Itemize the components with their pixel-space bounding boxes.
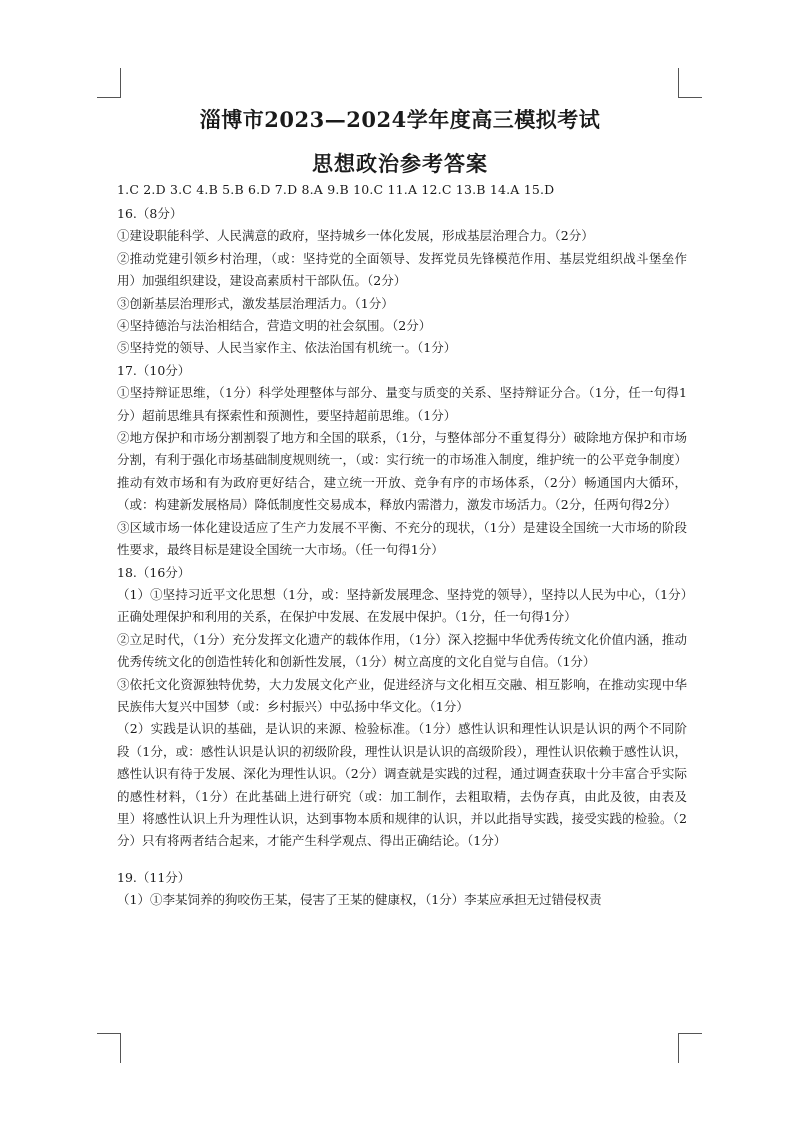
document-subtitle: 思想政治参考答案 xyxy=(312,151,488,176)
q18-part1-point-2: ②立足时代，（1分）充分发挥文化遗产的载体作用，（1分）深入挖掘中华优秀传统文化价值内涵，推动优秀传统文化的创造性转化和创新性发展，（1分）树立高度的文化自觉与自信。（1分） xyxy=(117,631,687,670)
q16-point-1: ①建设职能科学、人民满意的政府，坚持城乡一体化发展，形成基层治理合力。（2分） xyxy=(117,228,594,244)
q16-point-5: ⑤坚持党的领导、人民当家作主、依法治国有机统一。（1分） xyxy=(117,340,457,356)
crop-mark-top-right-horizontal xyxy=(678,97,702,98)
crop-mark-bottom-right-vertical xyxy=(678,1033,679,1063)
q17-header: 17.（10分） xyxy=(117,362,191,378)
q16-point-2: ②推动党建引领乡村治理，（或：坚持党的全面领导、发挥党员先锋模范作用、基层党组织战斗堡垒作用）加强组织建设，建设高素质村干部队伍。（2分） xyxy=(117,250,687,289)
q18-part1-point-3: ③依托文化资源独特优势，大力发展文化产业，促进经济与文化相互交融、相互影响，在推动实现中华民族伟大复兴中国梦（或：乡村振兴）中弘扬中华文化。（1分） xyxy=(117,676,687,714)
q19-part1-point-1: （1）①李某饲养的狗咬伤王某，侵害了王某的健康权，（1分）李某应承担无过错侵权责 xyxy=(117,892,602,908)
choice-answers: 1.C 2.D 3.C 4.B 5.B 6.D 7.D 8.A 9.B 10.C 11.A 12.C 13.B 14.A 15.D xyxy=(117,182,555,197)
crop-mark-bottom-right-horizontal xyxy=(678,1033,702,1034)
document-title: 淄博市2023—2024学年度高三模拟考试 xyxy=(199,107,601,132)
q16-header: 16.（8分） xyxy=(117,206,183,221)
q16-point-3: ③创新基层治理形式，激发基层治理活力。（1分） xyxy=(117,295,394,311)
q17-point-2: ②地方保护和市场分割割裂了地方和全国的联系，（1分，与整体部分不重复得分）破除地方保护和市场分割，有利于强化市场基础制度规则统一，（或：实行统一的市场准入制度，维护统一的公平竞争制度）推动有效市场和有为政府更好结合，建立统一开放、竞争有序的市场体系，（2分）畅通国内大循环，（或：构建新发展格局）降低制度性交易成本，释放内需潜力，激发市场活力。（2分，任两句得2分） xyxy=(117,430,687,513)
q19-header: 19.（11分） xyxy=(117,869,191,885)
crop-mark-bottom-left-horizontal xyxy=(97,1033,121,1034)
crop-mark-top-right-vertical xyxy=(678,68,679,98)
q18-part1-point-1: （1）①坚持习近平文化思想（1分，或：坚持新发展理念、坚持党的领导），坚持以人民为中心，（1分）正确处理保护和利用的关系，在保护中发展、在发展中保护。（1分，任一句得1分） xyxy=(117,586,687,625)
q17-point-1: ①坚持辩证思维，（1分）科学处理整体与部分、量变与质变的关系、坚持辩证分合。（1分，任一句得1分）超前思维具有探索性和预测性，要坚持超前思维。（1分） xyxy=(117,385,687,423)
crop-mark-top-left-vertical xyxy=(120,68,121,98)
q17-point-3: ③区域市场一体化建设适应了生产力发展不平衡、不充分的现状，（1分）是建设全国统一大市场的阶段性要求，最终目标是建设全国统一大市场。（任一句得1分） xyxy=(117,519,687,558)
crop-mark-top-left-horizontal xyxy=(97,97,121,98)
q18-header: 18.（16分） xyxy=(117,564,191,580)
crop-mark-bottom-left-vertical xyxy=(120,1033,121,1063)
answer-content xyxy=(117,203,687,912)
q18-part2: （2）实践是认识的基础，是认识的来源、检验标准。（1分）感性认识和理性认识是认识的两个不同阶段（1分，或：感性认识是认识的初级阶段，理性认识是认识的高级阶段），理性认识依赖于感性认识，感性认识有待于发展、深化为理性认识。（2分）调查就是实践的过程，通过调查获取十分丰富合乎实际的感性材料，（1分）在此基础上进行研究（或：加工制作，去粗取精，去伪存真，由此及彼，由表及里）将感性认识上升为理性认识，达到事物本质和规律的认识，并以此指导实践，接受实践的检验。（2分）只有将两者结合起来，才能产生科学观点、得出正确结论。（1分） xyxy=(117,721,687,849)
spacer xyxy=(117,853,687,867)
q16-point-4: ④坚持德治与法治相结合，营造文明的社会氛围。（2分） xyxy=(117,318,432,334)
